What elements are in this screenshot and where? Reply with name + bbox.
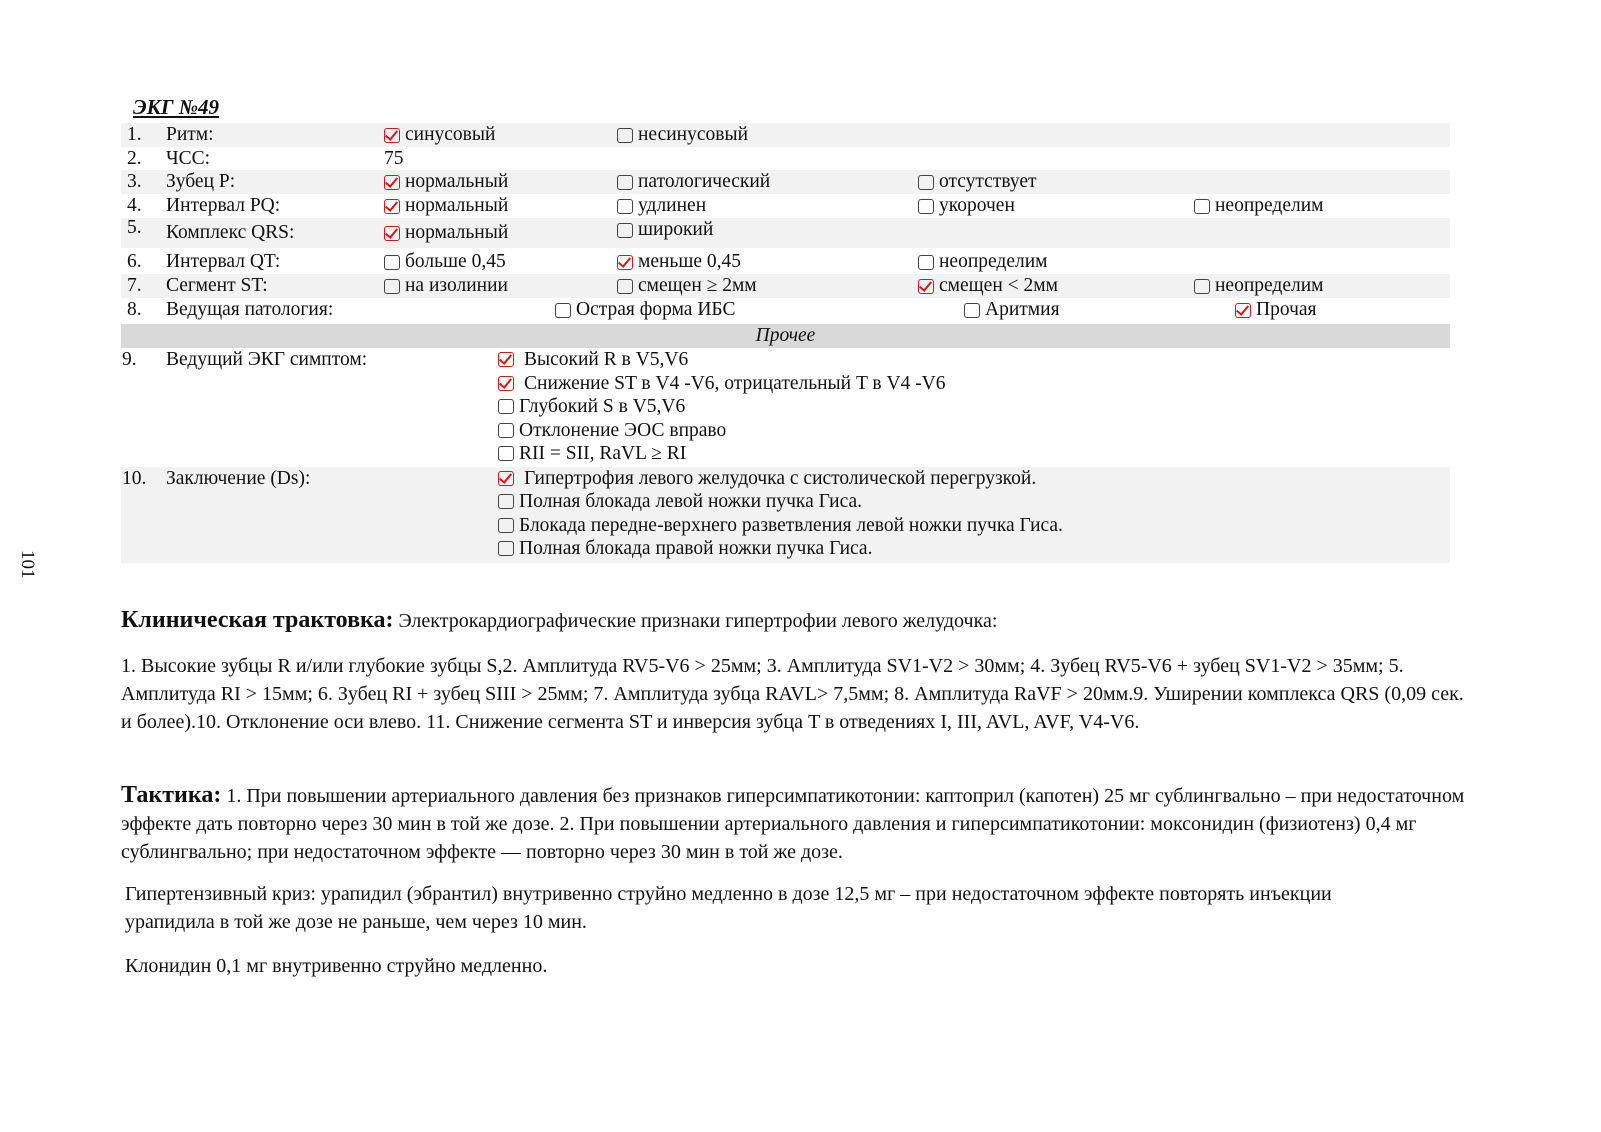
checkbox-st-isoline[interactable]: на изолинии (384, 274, 508, 298)
checkbox-qrs-wide[interactable]: широкий (617, 218, 713, 242)
checkbox-pq-shortened[interactable]: укорочен (918, 194, 1015, 218)
checkbox-p-pathological[interactable]: патологический (617, 170, 770, 194)
checkbox-empty-icon (918, 255, 934, 270)
row-label: ЧСС: (166, 148, 211, 169)
checkbox-checked-icon (498, 352, 514, 367)
checkbox-qt-undefined[interactable]: неопределим (918, 250, 1048, 274)
checkbox-empty-icon (498, 423, 514, 438)
checkbox-non-sinus[interactable]: несинусовый (617, 123, 748, 147)
tactics-heading: Тактика: (121, 782, 222, 808)
row-number: 6. (127, 251, 142, 272)
checkbox-conclusion-lbbb[interactable]: Полная блокада левой ножки пучка Гиса. (498, 490, 1450, 514)
checkbox-empty-icon (617, 175, 633, 190)
checkbox-checked-icon (384, 226, 400, 241)
row-label: Заключение (Ds): (166, 467, 311, 489)
row-label: Ведущая патология: (166, 299, 334, 320)
clonidine-text: Клонидин 0,1 мг внутривенно струйно медленно. (125, 955, 548, 977)
clinical-body: 1. Высокие зубцы R и/или глубокие зубцы S,2. Амплитуда RV5-V6 > 25мм; 3. Амплитуда SV1-V2 > 30мм; 4. Зубец RV5-V6 + зубец SV1-V2 > 35мм; 5. Амплитуда RI > 15мм; 6. Зубец RI + зубец SIII > 25мм; 7. Амплитуда зубца RAVL> 7,5мм; 8. Амплитуда RaVF > 20мм.9. Уширении комплекса QRS (0,09 сек. и более).10. Отклонение оси влево. 11. Снижение сегмента ST и инверсия зубца T в отведениях I, III, AVL, AVF, V4-V6. (121, 655, 1464, 733)
row-number: 5. (127, 217, 142, 238)
row-number: 9. (122, 349, 137, 370)
form-row-symptom (121, 348, 1450, 467)
checkbox-checked-icon (384, 199, 400, 214)
checkbox-checked-icon (498, 376, 514, 391)
row-number: 8. (127, 299, 142, 320)
checkbox-checked-icon (498, 471, 514, 486)
heart-rate-value: 75 (384, 148, 404, 169)
checkbox-checked-icon (918, 279, 934, 294)
ekg-form (121, 123, 1450, 563)
tactics-section (121, 781, 1466, 866)
row-number: 3. (127, 171, 142, 192)
checkbox-empty-icon (555, 303, 571, 318)
checkbox-arrhythmia[interactable]: Аритмия (964, 298, 1060, 322)
row-label: Зубец P: (166, 171, 236, 192)
checkbox-pq-undefined[interactable]: неопределим (1194, 194, 1324, 218)
row-label: Сегмент ST: (166, 275, 268, 296)
checkbox-symptom-right-axis[interactable]: Отклонение ЭОС вправо (498, 419, 1450, 443)
row-label: Комплекс QRS: (166, 222, 295, 243)
row-number: 2. (127, 148, 142, 169)
checkbox-empty-icon (617, 199, 633, 214)
checkbox-empty-icon (498, 446, 514, 461)
form-row-qt (121, 250, 1450, 274)
form-row-pq (121, 194, 1450, 218)
conclusion-options (498, 467, 1450, 561)
row-number: 1. (127, 124, 142, 145)
form-row-conclusion (121, 467, 1450, 563)
checkbox-checked-icon (1235, 303, 1251, 318)
page-number: 101 (17, 550, 38, 579)
checkbox-empty-icon (498, 494, 514, 509)
checkbox-empty-icon (918, 199, 934, 214)
checkbox-st-shift-ge[interactable]: смещен ≥ 2мм (617, 274, 757, 298)
row-number: 7. (127, 275, 142, 296)
row-label: Интервал QT: (166, 251, 281, 272)
checkbox-st-undefined[interactable]: неопределим (1194, 274, 1324, 298)
form-row-p-wave (121, 170, 1450, 194)
checkbox-empty-icon (1194, 279, 1210, 294)
row-label: Интервал PQ: (166, 195, 281, 216)
checkbox-ihd[interactable]: Острая форма ИБС (555, 298, 735, 322)
checkbox-empty-icon (498, 541, 514, 556)
checkbox-checked-icon (617, 255, 633, 270)
checkbox-sinus[interactable]: синусовый (384, 123, 495, 147)
row-label: Ритм: (166, 124, 214, 145)
checkbox-st-shift-lt[interactable]: смещен < 2мм (918, 274, 1058, 298)
checkbox-conclusion-rbbb[interactable]: Полная блокада правой ножки пучка Гиса. (498, 537, 1450, 561)
checkbox-symptom-high-r[interactable]: Высокий R в V5,V6 (498, 348, 1450, 372)
checkbox-symptom-st-depression[interactable]: Снижение ST в V4 -V6, отрицательный T в V4 -V6 (498, 372, 1450, 396)
checkbox-pq-normal[interactable]: нормальный (384, 194, 508, 218)
checkbox-empty-icon (918, 175, 934, 190)
checkbox-qt-less[interactable]: меньше 0,45 (617, 250, 741, 274)
checkbox-symptom-rii-sii[interactable]: RII = SII, RaVL ≥ RI (498, 442, 1450, 466)
clinical-intro-text: Электрокардиографические признаки гипертрофии левого желудочка: (398, 610, 998, 632)
form-row-qrs (121, 218, 1450, 248)
row-number: 4. (127, 195, 142, 216)
form-row-rhythm (121, 123, 1450, 147)
checkbox-empty-icon (617, 128, 633, 143)
clinical-heading: Клиническая трактовка: (121, 607, 394, 633)
checkbox-qt-more[interactable]: больше 0,45 (384, 250, 506, 274)
checkbox-empty-icon (617, 279, 633, 294)
ekg-title: ЭКГ №49 (133, 95, 220, 119)
checkbox-checked-icon (384, 128, 400, 143)
checkbox-empty-icon (498, 399, 514, 414)
checkbox-empty-icon (1194, 199, 1210, 214)
checkbox-symptom-deep-s[interactable]: Глубокий S в V5,V6 (498, 395, 1450, 419)
form-row-hr (121, 147, 1450, 170)
checkbox-p-normal[interactable]: нормальный (384, 170, 508, 194)
row-label: Ведущий ЭКГ симптом: (166, 349, 368, 370)
symptom-options (498, 348, 1450, 466)
checkbox-other[interactable]: Прочая (1235, 298, 1317, 322)
checkbox-empty-icon (384, 279, 400, 294)
crisis-text: Гипертензивный криз: урапидил (эбрантил) внутривенно струйно медленно в дозе 12,5 мг – при недостаточном эффекте повторять инъекции урапидила в той же дозе не раньше, чем через 10 мин. (125, 883, 1332, 933)
checkbox-checked-icon (384, 175, 400, 190)
section-band-other: Прочее (121, 324, 1450, 348)
checkbox-conclusion-lafb[interactable]: Блокада передне-верхнего разветвления левой ножки пучка Гиса. (498, 514, 1450, 538)
checkbox-empty-icon (617, 223, 633, 238)
checkbox-empty-icon (498, 518, 514, 533)
clinical-intro (121, 606, 1466, 635)
form-row-st (121, 274, 1450, 298)
checkbox-empty-icon (384, 255, 400, 270)
checkbox-empty-icon (964, 303, 980, 318)
checkbox-qrs-normal[interactable]: нормальный (384, 221, 508, 245)
row-number: 10. (122, 467, 147, 489)
form-row-pathology (121, 298, 1450, 322)
checkbox-p-absent[interactable]: отсутствует (918, 170, 1037, 194)
checkbox-conclusion-lvh[interactable]: Гипертрофия левого желудочка с систолической перегрузкой. (498, 467, 1450, 491)
tactics-body: 1. При повышении артериального давления без признаков гиперсимпатикотонии: каптоприл (капотен) 25 мг сублингвально – при недостаточном эффекте дать повторно через 30 мин в той же дозе. 2. При повышении артериального давления и гиперсимпатикотонии: моксонидин (физиотенз) 0,4 мг сублингвально; при недостаточном эффекте — повторно через 30 мин в той же дозе. (121, 785, 1465, 863)
checkbox-pq-prolonged[interactable]: удлинен (617, 194, 706, 218)
